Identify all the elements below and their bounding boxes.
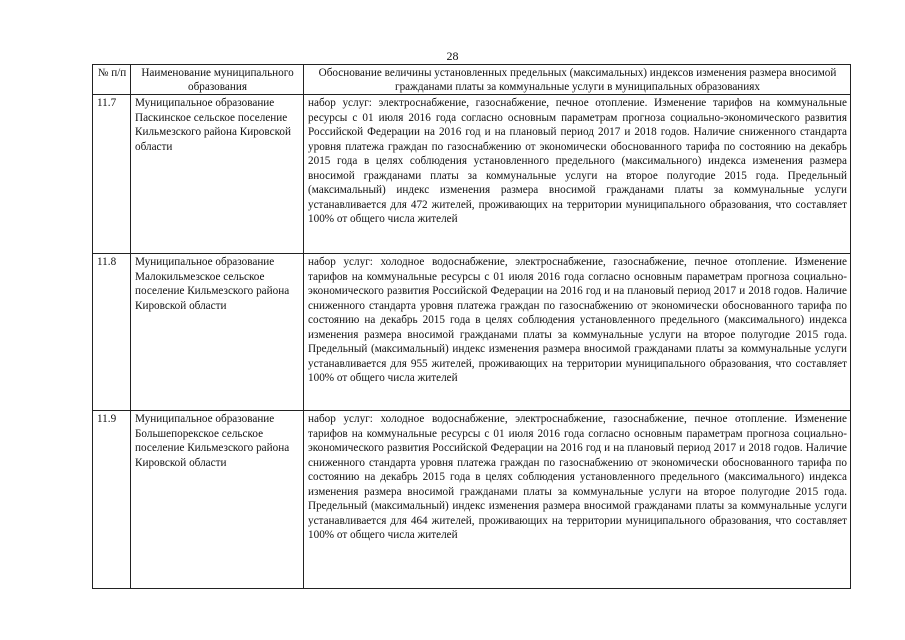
justification-text: набор услуг: электроснабжение, газоснабжение, печное отопление. Изменение тарифов на коммунальные ресурсы с 01 июля 2016 года согласно основным параметрам прогноза социально-экономического развития Российской Федерации на 2016 год и на плановый период 2017 и 2018 годов. Наличие сниженного стандарта уровня платежа граждан по газоснабжению от экономически обоснованного тарифа по состоянию на декабрь 2015 года в целях соблюдения установленного предельного (максимального) индекса изменения размера вносимой гражданами платы за коммунальные услуги на второе полугодие 2015 года. Предельный (максимальный) индекс изменения размера вносимой гражданами платы за коммунальные услуги устанавливается для 472 жителей, проживающих на территории муниципального образования, что составляет 100% от общего числа жителей — [304, 95, 851, 254]
row-number: 11.7 — [93, 95, 131, 254]
justification-text: набор услуг: холодное водоснабжение, электроснабжение, газоснабжение, печное отопление. Изменение тарифов на коммунальные ресурсы с 01 июля 2016 года согласно основным параметрам прогноза социально-экономического развития Российской Федерации на 2016 год и на плановый период 2017 и 2018 годов. Наличие сниженного стандарта уровня платежа граждан по газоснабжению от экономически обоснованного тарифа по состоянию на декабрь 2015 года в целях соблюдения установленного предельного (максимального) индекса изменения размера вносимой гражданами платы за коммунальные услуги на второе полугодие 2015 года. Предельный (максимальный) индекс изменения размера вносимой гражданами платы за коммунальные услуги устанавливается для 464 жителей, проживающих на территории муниципального образования, что составляет 100% от общего числа жителей — [304, 411, 851, 589]
header-justification: Обоснование величины установленных предельных (максимальных) индексов изменения размера вносимой гражданами платы за коммунальные услуги в муниципальных образованиях — [304, 65, 851, 95]
header-municipality-name: Наименование муниципального образования — [131, 65, 304, 95]
row-number: 11.9 — [93, 411, 131, 589]
page-number: 28 — [446, 49, 459, 63]
table-header-row — [93, 65, 851, 95]
table-row — [93, 411, 851, 589]
municipality-name: Муниципальное образование Малокильмезское сельское поселение Кильмезского района Кировской области — [131, 254, 304, 411]
table-row — [93, 254, 851, 411]
header-number: № п/п — [93, 65, 131, 95]
municipality-name: Муниципальное образование Большепорекское сельское поселение Кильмезского района Кировской области — [131, 411, 304, 589]
justification-text: набор услуг: холодное водоснабжение, электроснабжение, газоснабжение, печное отопление. Изменение тарифов на коммунальные ресурсы с 01 июля 2016 года согласно основным параметрам прогноза социально-экономического развития Российской Федерации на 2016 год и на плановый период 2017 и 2018 годов. Наличие сниженного стандарта уровня платежа граждан по газоснабжению от экономически обоснованного тарифа по состоянию на декабрь 2015 года в целях соблюдения установленного предельного (максимального) индекса изменения размера вносимой гражданами платы за коммунальные услуги на второе полугодие 2015 года. Предельный (максимальный) индекс изменения размера вносимой гражданами платы за коммунальные услуги устанавливается для 955 жителей, проживающих на территории муниципального образования, что составляет 100% от общего числа жителей — [304, 254, 851, 411]
municipality-name: Муниципальное образование Паскинское сельское поселение Кильмезского района Кировской области — [131, 95, 304, 254]
tariff-index-table — [92, 64, 851, 589]
table-row — [93, 95, 851, 254]
row-number: 11.8 — [93, 254, 131, 411]
